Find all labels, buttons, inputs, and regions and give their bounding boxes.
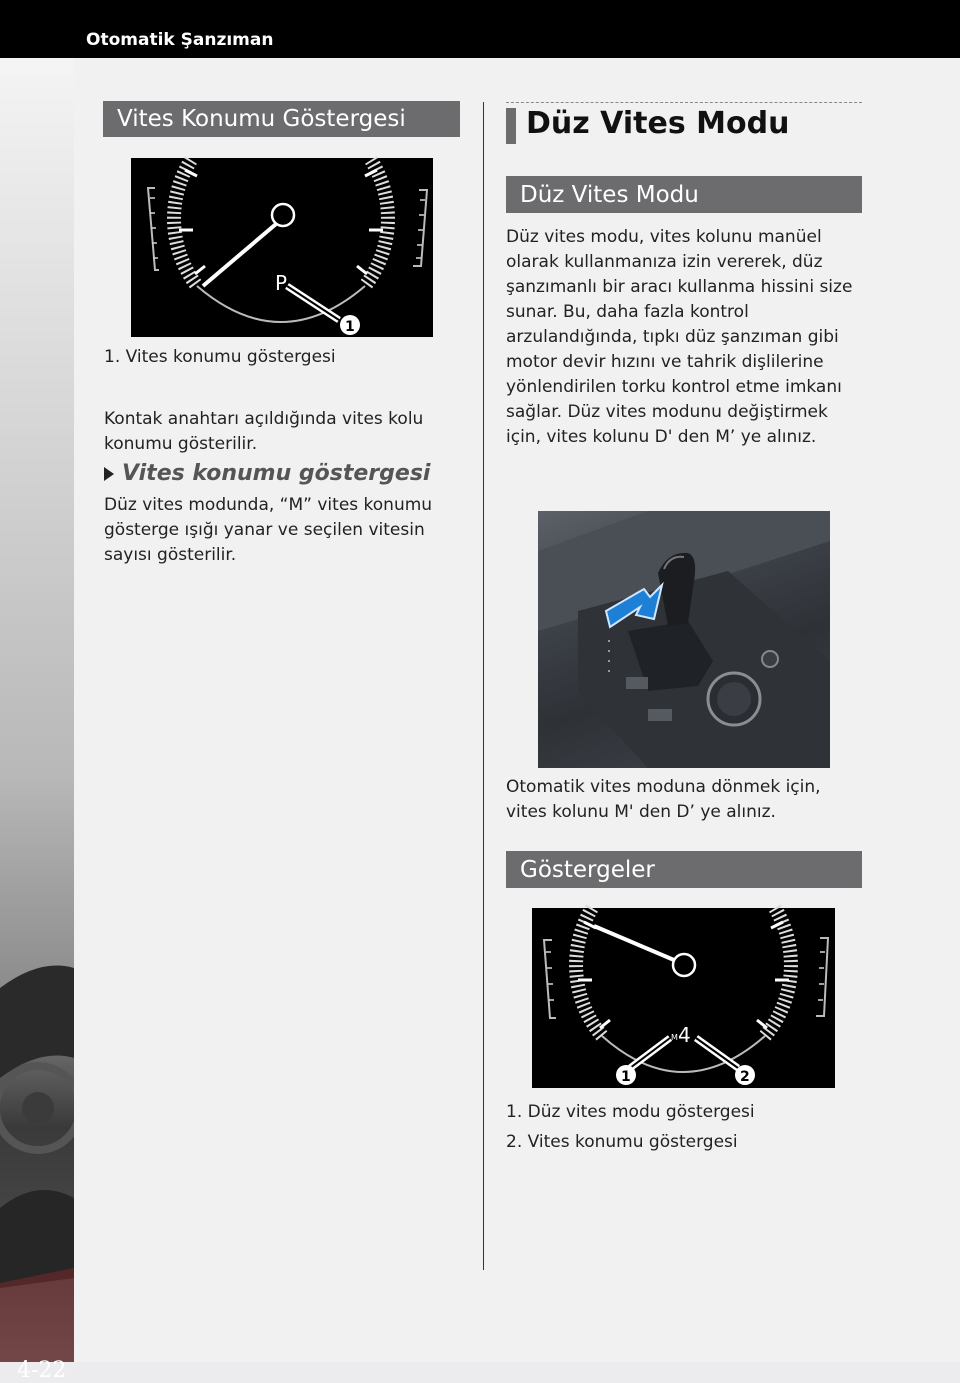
paragraph-manual-mode-light: Düz vites modunda, “M” vites konumu gösterge ışığı yanar ve seçilen vitesin sayısı gösterilir. bbox=[104, 495, 433, 565]
callout-2: 2 bbox=[740, 1069, 750, 1085]
paragraph-ignition: Kontak anahtarı açıldığında vites kolu konumu gösterilir. bbox=[104, 409, 424, 454]
callout-1: 1 bbox=[621, 1069, 631, 1085]
chapter-title: Otomatik Şanzıman bbox=[86, 30, 274, 50]
subheading-gear-indicator bbox=[104, 461, 430, 486]
subheading-text: Vites konumu göstergesi bbox=[122, 461, 431, 486]
top-bar bbox=[0, 0, 960, 58]
section-header-indicators bbox=[506, 851, 862, 888]
title-marker bbox=[506, 108, 516, 144]
triangle-bullet-icon bbox=[104, 467, 114, 481]
section-title: Düz Vites Modu bbox=[520, 181, 699, 208]
section-title: Vites Konumu Göstergesi bbox=[117, 106, 406, 132]
section-title: Göstergeler bbox=[520, 856, 655, 883]
paragraph-manual-mode: Düz vites modu, vites kolunu manüel olarak kullanmanıza izin vererek, düz şanzımanlı bir aracı kullanma hissini size sunar. Bu, daha fazla kontrol arzulandığında, tıpkı düz şanzıman gibi motor devir hızını ve tahrik dişlilerine yönlendirilen torku kontrol etme imkanı sağlar. Düz vites modunu değiştirmek için, vites kolunu D' den M’ ye alınız. bbox=[506, 227, 853, 447]
gauge-figure-park bbox=[131, 158, 433, 337]
paragraph-return-auto: Otomatik vites moduna dönmek için, vites kolunu M' den D’ ye alınız. bbox=[506, 777, 821, 822]
gauge-figure-manual bbox=[532, 908, 835, 1088]
sidebar-photo-strip bbox=[0, 58, 74, 1383]
interior-photo bbox=[0, 58, 74, 1362]
main-title-block bbox=[506, 102, 862, 147]
gear-p-label: P bbox=[275, 271, 288, 295]
column-divider bbox=[483, 102, 484, 1270]
section-header-manual-mode bbox=[506, 176, 862, 213]
caption-gear-indicator: 1. Vites konumu göstergesi bbox=[104, 347, 336, 367]
caption-gear-position-indicator: 2. Vites konumu göstergesi bbox=[506, 1132, 738, 1152]
page-number: 4-22 bbox=[17, 1358, 67, 1383]
manual-mode-label: M bbox=[671, 1033, 678, 1042]
callout-1: 1 bbox=[345, 319, 355, 335]
caption-manual-mode-indicator: 1. Düz vites modu göstergesi bbox=[506, 1102, 755, 1122]
section-header-gear-position bbox=[103, 101, 460, 137]
shift-lever-photo bbox=[538, 511, 830, 768]
main-title: Düz Vites Modu bbox=[526, 106, 790, 141]
gear-number-label: 4 bbox=[678, 1023, 691, 1047]
